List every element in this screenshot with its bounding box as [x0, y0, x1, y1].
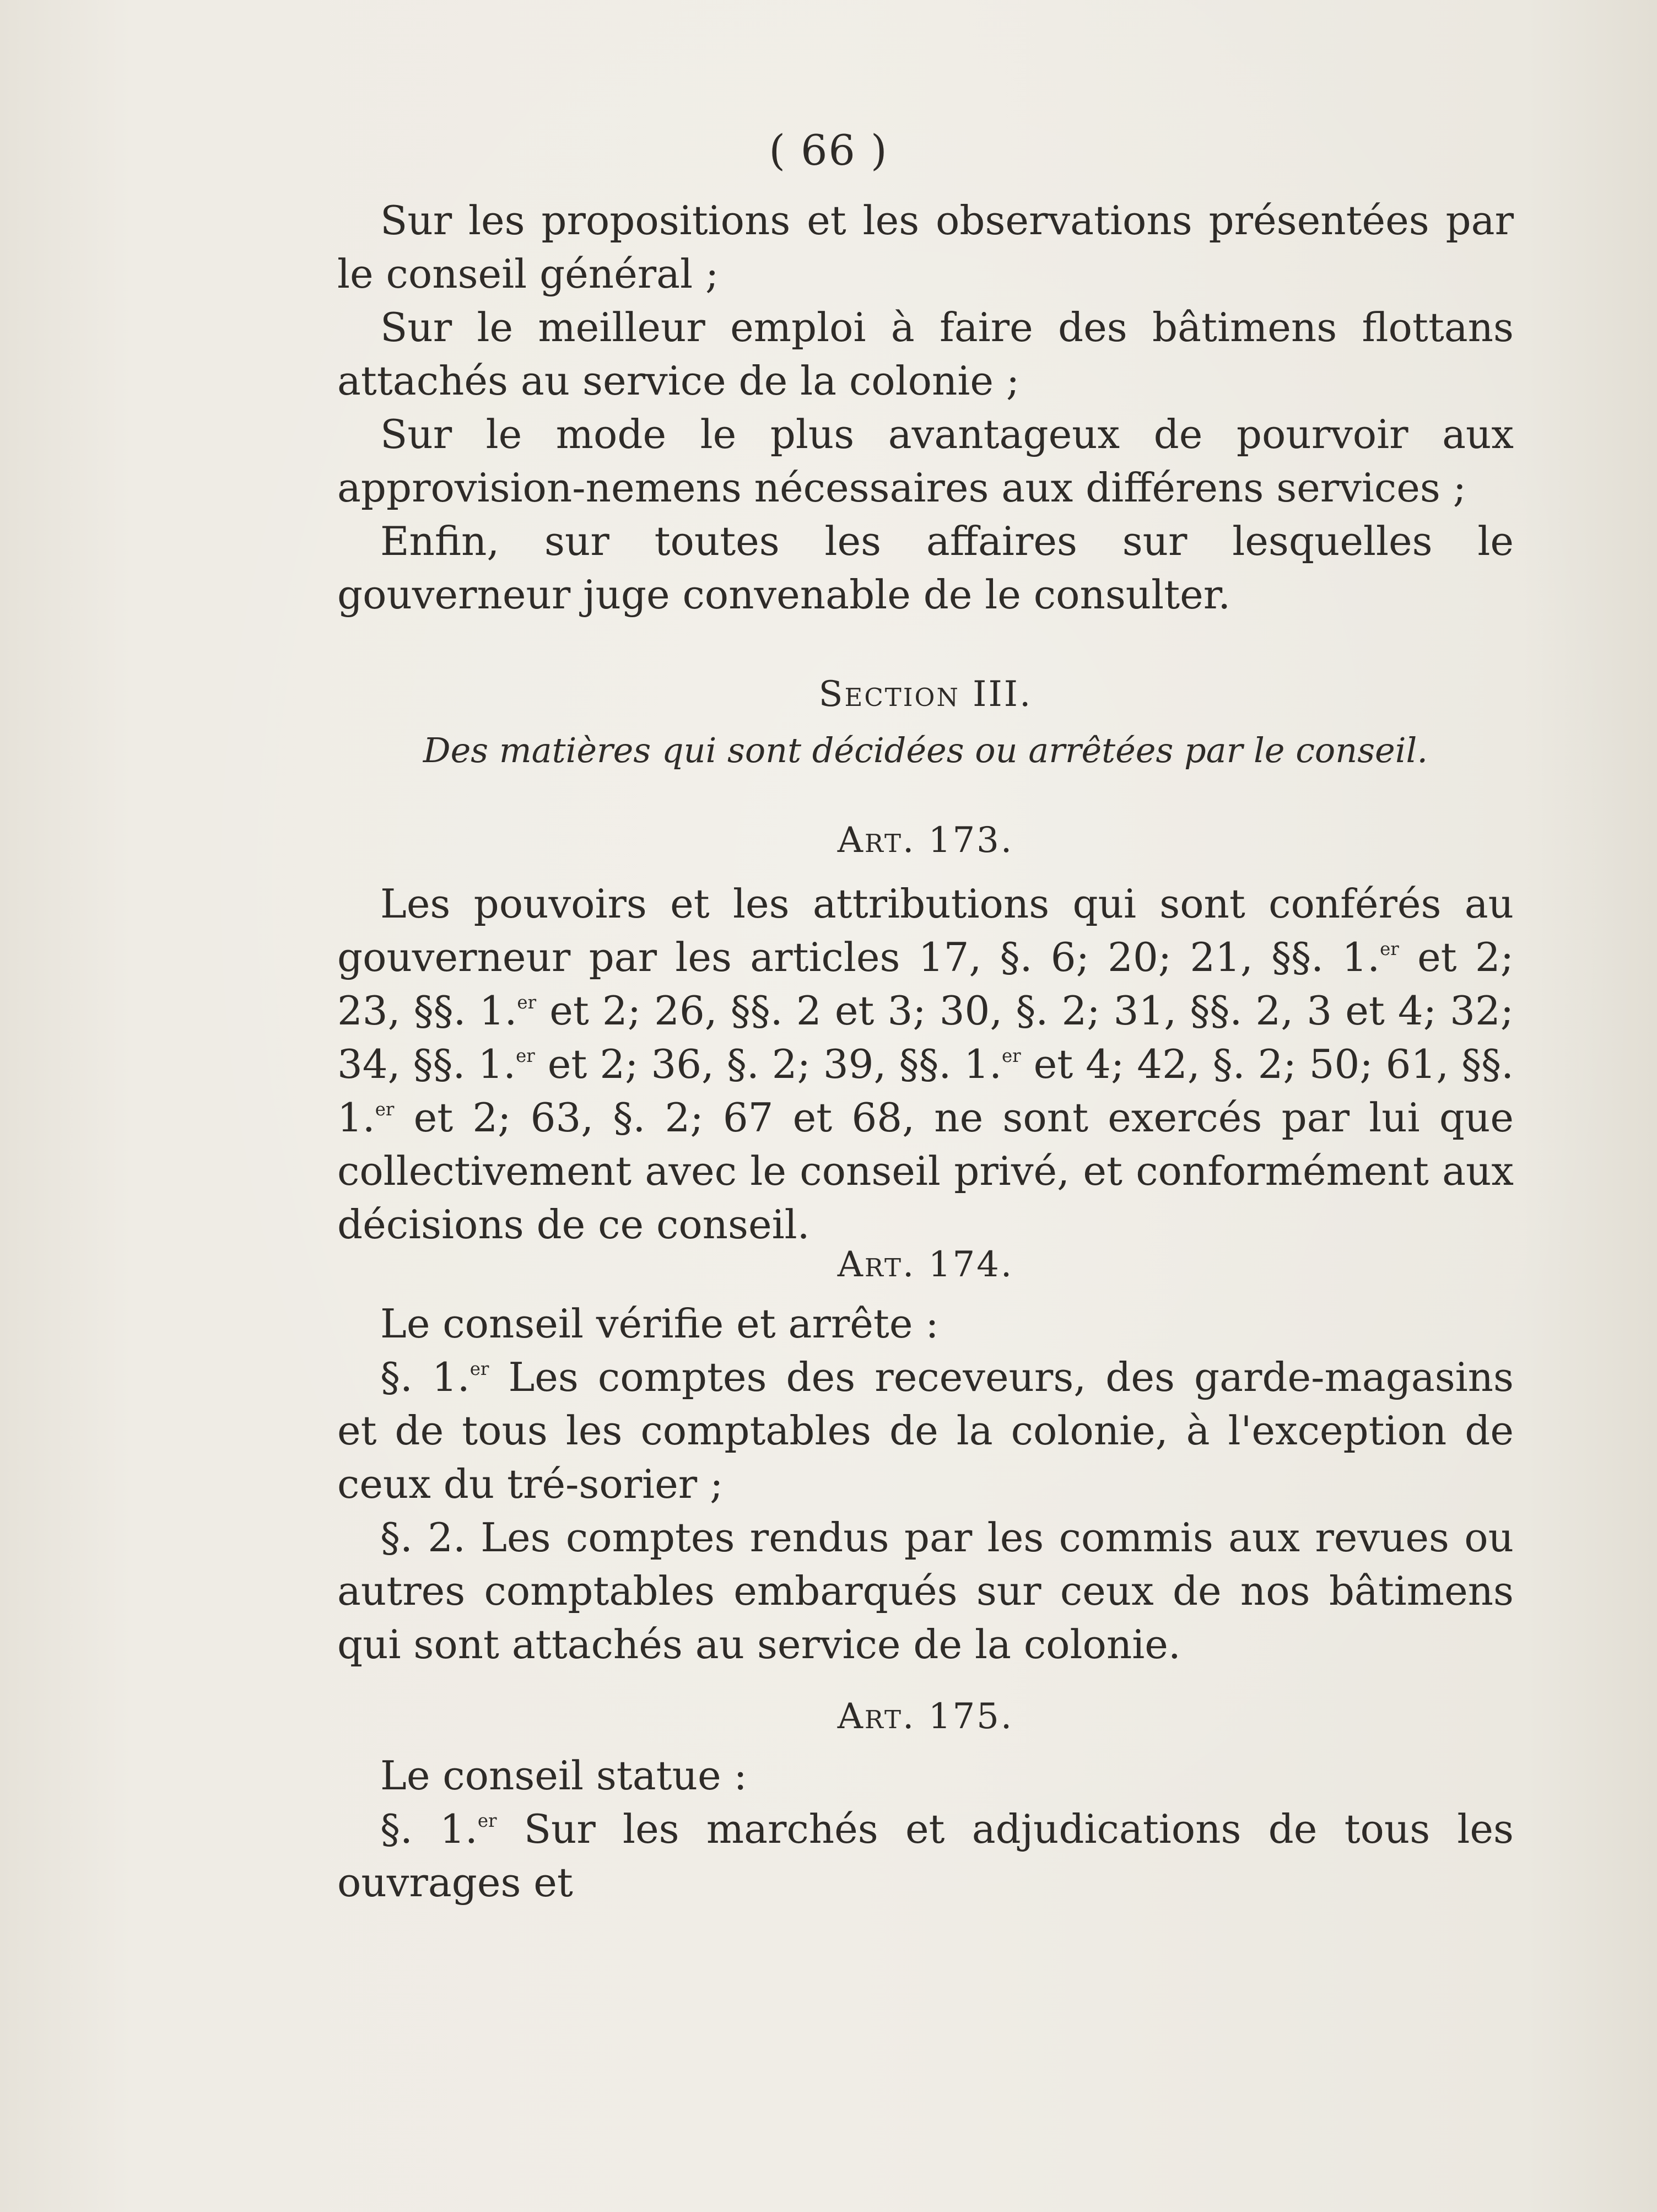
- article-175-para-1-text: Sur les marchés et adjudications de tous les ouvrages et: [337, 1806, 1514, 1906]
- superscript: er: [469, 1358, 489, 1379]
- article-173: [337, 814, 1514, 1251]
- article-173-text-part: et 2; 36, §. 2; 39, §§. 1.: [535, 1041, 1002, 1087]
- article-175: [337, 1690, 1514, 1909]
- article-175-intro: Le conseil statue :: [380, 1752, 747, 1799]
- article-174-para-1: [337, 1351, 1514, 1511]
- paragraph-mark: §. 1.: [380, 1354, 470, 1400]
- section-heading: [337, 668, 1514, 777]
- superscript: er: [1001, 1045, 1021, 1066]
- intro-item-3: Sur le mode le plus avantageux de pourvoir aux approvision-nemens nécessaires aux différens services ;: [337, 411, 1514, 511]
- article-174-intro: Le conseil vérifie et arrête :: [380, 1301, 939, 1347]
- article-174-para-1-text: Les comptes des receveurs, des garde-magasins et de tous les comptables de la colonie, à l'exception de ceux du tré-sorier ;: [337, 1354, 1514, 1507]
- superscript: er: [477, 1810, 497, 1831]
- superscript: er: [1380, 938, 1399, 959]
- article-173-heading: Art. 173.: [837, 820, 1014, 861]
- section-subtitle: Des matières qui sont décidées ou arrêtées par le conseil.: [423, 730, 1428, 770]
- intro-list: [337, 194, 1514, 622]
- article-175-heading: Art. 175.: [837, 1696, 1014, 1737]
- article-173-text: [337, 877, 1514, 1251]
- article-174-para-2: §. 2. Les comptes rendus par les commis aux revues ou autres comptables embarqués sur ceux de nos bâtimens qui sont attachés au service de la colonie.: [337, 1514, 1514, 1668]
- section-title: Section III.: [818, 674, 1033, 715]
- article-173-text-part: et 2; 23, §§. 1.: [337, 934, 1514, 1034]
- superscript: er: [375, 1098, 395, 1120]
- article-175-para-1: [337, 1803, 1514, 1909]
- article-173-text-part: et 2; 63, §. 2; 67 et 68, ne sont exercés par lui que collectivement avec le conseil privé, et conformément aux décisions de ce conseil.: [337, 1094, 1514, 1248]
- article-174-heading: Art. 174.: [837, 1244, 1014, 1285]
- article-173-text-part: Les pouvoirs et les attributions qui sont conférés au gouverneur par les articles 17, §. 6; 20; 21, §§. 1.: [337, 881, 1514, 980]
- superscript: er: [517, 991, 537, 1013]
- intro-item-2: Sur le meilleur emploi à faire des bâtimens flottans attachés au service de la colonie ;: [337, 304, 1514, 404]
- article-174: [337, 1238, 1514, 1671]
- body-text: [337, 194, 1514, 1906]
- page-number: ( 66 ): [769, 126, 888, 175]
- article-173-text-part: et 2; 26, §§. 2 et 3; 30, §. 2; 31, §§. 2, 3 et 4; 32; 34, §§. 1.: [337, 988, 1514, 1087]
- superscript: er: [516, 1045, 535, 1066]
- paragraph-mark: §. 1.: [380, 1806, 478, 1852]
- intro-item-4: Enfin, sur toutes les affaires sur lesquelles le gouverneur juge convenable de le consulter.: [337, 518, 1514, 618]
- intro-item-1: Sur les propositions et les observations présentées par le conseil général ;: [337, 197, 1514, 297]
- article-173-text-part: et 4; 42, §. 2; 50; 61, §§. 1.: [337, 1041, 1514, 1141]
